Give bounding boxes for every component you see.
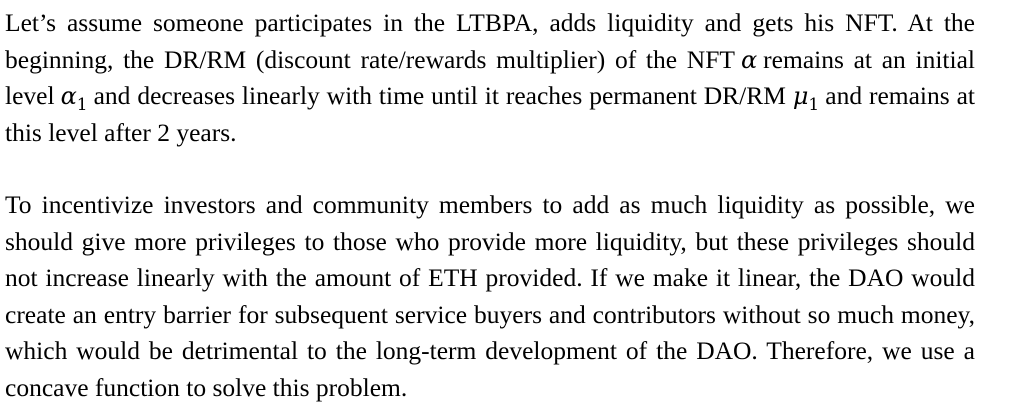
alpha-1-subscript: 1 [76,95,88,115]
alpha-1-base: α [60,82,77,110]
document-body [5,5,975,406]
alpha-symbol: α [740,45,758,74]
paragraph-liquidity-incentives: To incentivize investors and community members to add as much liquidity as possible, we should give more privileges to those who provide more liquidity, but these privileges should not increase linearly with the amount of ETH provided. If we make it linear, the DAO would create an entry barrier for subsequent service buyers and contributors without so much money, which would be detrimental to the long-term development of the DAO. Therefore, we use a concave function to solve this problem. [5,190,975,402]
mu-1-symbol [793,78,819,115]
alpha-1-symbol [61,78,88,115]
mu-1-base: μ [792,82,809,110]
paragraph-nft-dr-rm [5,5,975,151]
mu-1-subscript: 1 [808,95,820,115]
paragraph-text: and decreases linearly with time until it reaches permanent DR/RM [93,81,786,110]
paragraph-text: and remains at this level after 2 years. [5,81,975,147]
paragraph-text: remains at an initial level [5,44,975,110]
paragraph-text: Let’s assume someone participates in the LTBPA, adds liquidity and gets his NFT. At the beginning, the DR/RM (discount rate/rewards multiplier) of the NFT [5,8,975,74]
